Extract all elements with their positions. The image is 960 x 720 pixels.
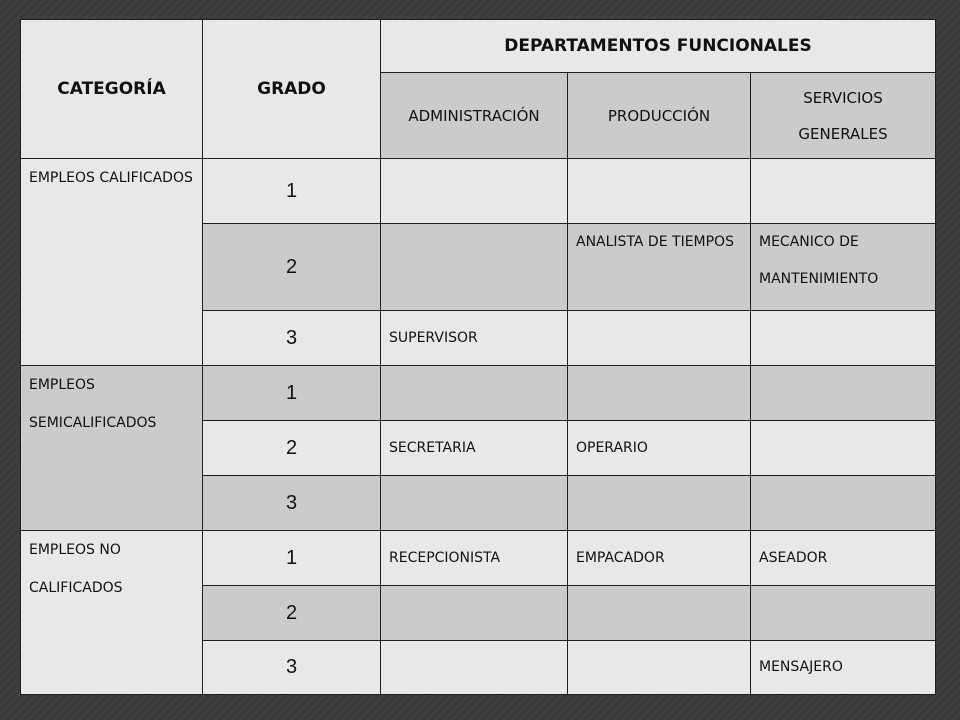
job-cell: [381, 366, 568, 421]
job-cell: [751, 159, 936, 224]
job-cell: [751, 586, 936, 641]
header-grado: GRADO: [203, 20, 381, 159]
job-cell: [568, 586, 751, 641]
job-cell: MENSAJERO: [751, 641, 936, 695]
job-cell: [381, 586, 568, 641]
job-cell: [381, 159, 568, 224]
job-cell: SUPERVISOR: [381, 311, 568, 366]
category-calificados: EMPLEOS CALIFICADOS: [21, 159, 203, 366]
job-cell: [568, 366, 751, 421]
job-cell: [568, 476, 751, 531]
grade-cell: 3: [203, 311, 381, 366]
job-classification-table: [20, 19, 936, 695]
grade-cell: 2: [203, 586, 381, 641]
job-cell: [381, 224, 568, 311]
grade-cell: 1: [203, 159, 381, 224]
grade-cell: 1: [203, 366, 381, 421]
job-cell: [568, 311, 751, 366]
dept-produccion: PRODUCCIÓN: [568, 73, 751, 159]
grade-cell: 2: [203, 224, 381, 311]
job-cell: [381, 476, 568, 531]
grade-cell: 2: [203, 421, 381, 476]
job-cell: MECANICO DE MANTENIMIENTO: [751, 224, 936, 311]
category-semicalificados: EMPLEOS SEMICALIFICADOS: [21, 366, 203, 531]
job-cell: SECRETARIA: [381, 421, 568, 476]
dept-administracion: ADMINISTRACIÓN: [381, 73, 568, 159]
job-cell: [568, 641, 751, 695]
job-cell: ANALISTA DE TIEMPOS: [568, 224, 751, 311]
header-categoria: CATEGORÍA: [21, 20, 203, 159]
job-cell: [751, 311, 936, 366]
job-cell: RECEPCIONISTA: [381, 531, 568, 586]
grade-cell: 3: [203, 476, 381, 531]
grade-cell: 1: [203, 531, 381, 586]
job-cell: [751, 476, 936, 531]
grade-cell: 3: [203, 641, 381, 695]
job-cell: OPERARIO: [568, 421, 751, 476]
job-cell: [381, 641, 568, 695]
dept-servicios-generales: SERVICIOS GENERALES: [751, 73, 936, 159]
job-cell: [751, 366, 936, 421]
header-departamentos: DEPARTAMENTOS FUNCIONALES: [381, 20, 936, 73]
category-no-calificados: EMPLEOS NO CALIFICADOS: [21, 531, 203, 695]
job-cell: ASEADOR: [751, 531, 936, 586]
job-cell: EMPACADOR: [568, 531, 751, 586]
job-cell: [751, 421, 936, 476]
job-cell: [568, 159, 751, 224]
